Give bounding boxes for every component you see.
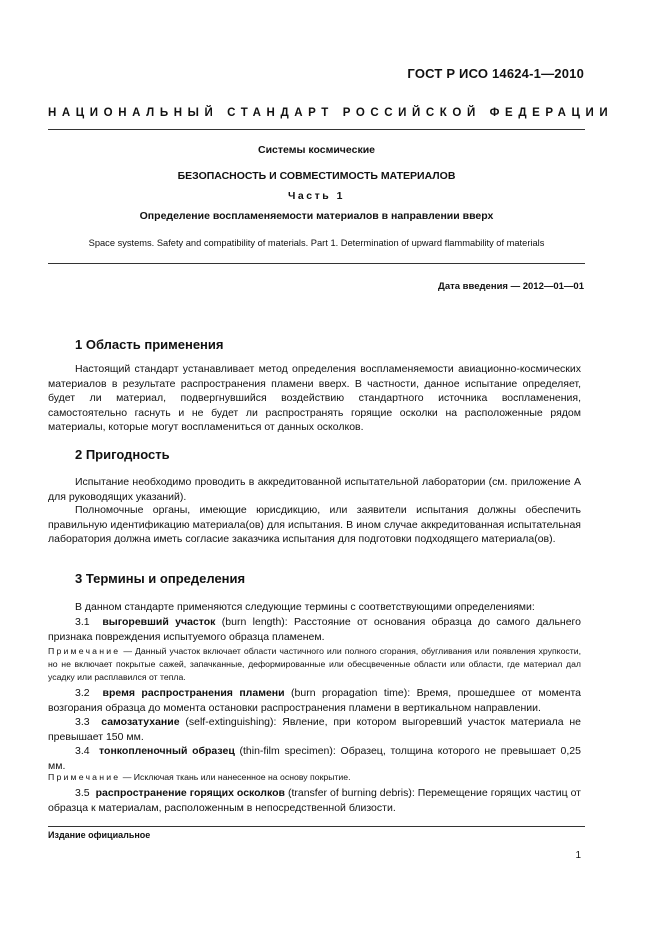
term-3-5 xyxy=(48,786,581,815)
term-3-1-name: выгоревший участок xyxy=(102,616,216,628)
document-code: ГОСТ Р ИСО 14624-1—2010 xyxy=(407,66,584,81)
section-1-text: Настоящий стандарт устанавливает метод определения воспламеняемости авиационно-космических материалов в результате распространения пламени вверх. В частности, данное испытание определяет, будет ли материал, подвергнувшийся воздействию стандартного источника воспламенения, самостоятельно гаснуть и не будет ли распространять горящие осколки на расположенные рядом материалы, которые могут воспламениться от данных осколков. xyxy=(48,363,581,434)
title-rule xyxy=(48,263,585,264)
term-3-3-definition: (self-extinguishing): Явление, при котором выгоревший участок материала не превышает 150 мм. xyxy=(48,716,581,743)
term-3-3-name: самозатухание xyxy=(101,716,180,728)
term-3-3-number: 3.3 xyxy=(75,716,90,728)
footer-rule xyxy=(48,826,585,827)
official-edition-label: Издание официальное xyxy=(48,830,151,840)
series-title: Системы космические xyxy=(257,144,375,156)
note-2 xyxy=(48,771,581,784)
section-3-intro xyxy=(48,600,581,615)
term-3-5-definition: (transfer of burning debris): Перемещение горящих частиц от образца к материалам, расположенным в непосредственной близости. xyxy=(48,787,581,814)
note-1-text: — Данный участок включает области частичного или полного сгорания, обугливания или появления хрупкости, но не включает покрытые сажей, запачканные, деформированные или обесцвеченные области или области, где материал дал усадку или расплавился от тепла. xyxy=(48,646,581,682)
section-1-heading: 1 Область применения xyxy=(75,337,224,352)
section-2-paragraph-2 xyxy=(48,503,581,547)
introduction-date: Дата введения — 2012—01—01 xyxy=(438,281,584,292)
term-3-4-number: 3.4 xyxy=(75,745,90,757)
term-3-3 xyxy=(48,715,581,744)
note-1 xyxy=(48,645,581,684)
term-3-1 xyxy=(48,615,581,644)
section-2-text-2: Полномочные органы, имеющие юрисдикцию, или заявители испытания должны обеспечить правильную идентификацию материала(ов) для испытания. В ином случае аккредитованная испытательная лаборатория должна иметь согласие заказчика испытания для подготовки подходящего материала(ов). xyxy=(48,504,581,546)
term-3-4-definition: (thin-film specimen): Образец, толщина которого не превышает 0,25 мм. xyxy=(48,745,581,772)
term-3-1-number: 3.1 xyxy=(75,616,90,628)
section-2-heading: 2 Пригодность xyxy=(75,447,170,462)
note-2-lead: Примечание xyxy=(48,772,121,782)
english-title: Space systems. Safety and compatibility of materials. Part 1. Determination of upward flammability of materials xyxy=(88,238,545,248)
document-subtitle: Определение воспламеняемости материалов в направлении вверх xyxy=(139,210,494,222)
term-3-2-number: 3.2 xyxy=(75,687,90,699)
term-3-2-name: время распространения пламени xyxy=(102,687,285,699)
section-1-paragraph xyxy=(48,362,581,435)
note-2-text: — Исключая ткань или нанесенное на основу покрытие. xyxy=(120,772,351,782)
section-3-intro-text: В данном стандарте применяются следующие термины с соответствующими определениями: xyxy=(75,601,535,613)
national-standard-banner: НАЦИОНАЛЬНЫЙ СТАНДАРТ РОССИЙСКОЙ ФЕДЕРАЦИИ xyxy=(48,107,614,119)
term-3-2 xyxy=(48,686,581,715)
term-3-5-number: 3.5 xyxy=(75,787,90,799)
section-2-paragraph-1 xyxy=(48,475,581,504)
note-1-lead: Примечание xyxy=(48,646,121,656)
term-3-2-definition: (burn propagation time): Время, прошедшее от момента возгорания образца до момента остановки распространения пламени в вертикальном направлении. xyxy=(48,687,581,714)
section-2-text-1: Испытание необходимо проводить в аккредитованной испытательной лаборатории (см. приложение А для руководящих указаний). xyxy=(48,476,581,503)
term-3-5-name: распространение горящих осколков xyxy=(95,787,285,799)
document-title: БЕЗОПАСНОСТЬ И СОВМЕСТИМОСТЬ МАТЕРИАЛОВ xyxy=(177,170,456,182)
term-3-4 xyxy=(48,744,581,773)
term-3-1-definition: (burn length): Расстояние от основания образца до самого дальнего признака повреждения испытуемого образца пламенем. xyxy=(48,616,581,643)
part-label: Часть 1 xyxy=(288,190,345,202)
top-rule xyxy=(48,129,585,130)
section-3-heading: 3 Термины и определения xyxy=(75,571,246,586)
term-3-4-name: тонкопленочный образец xyxy=(99,745,235,757)
page-number: 1 xyxy=(575,850,581,861)
